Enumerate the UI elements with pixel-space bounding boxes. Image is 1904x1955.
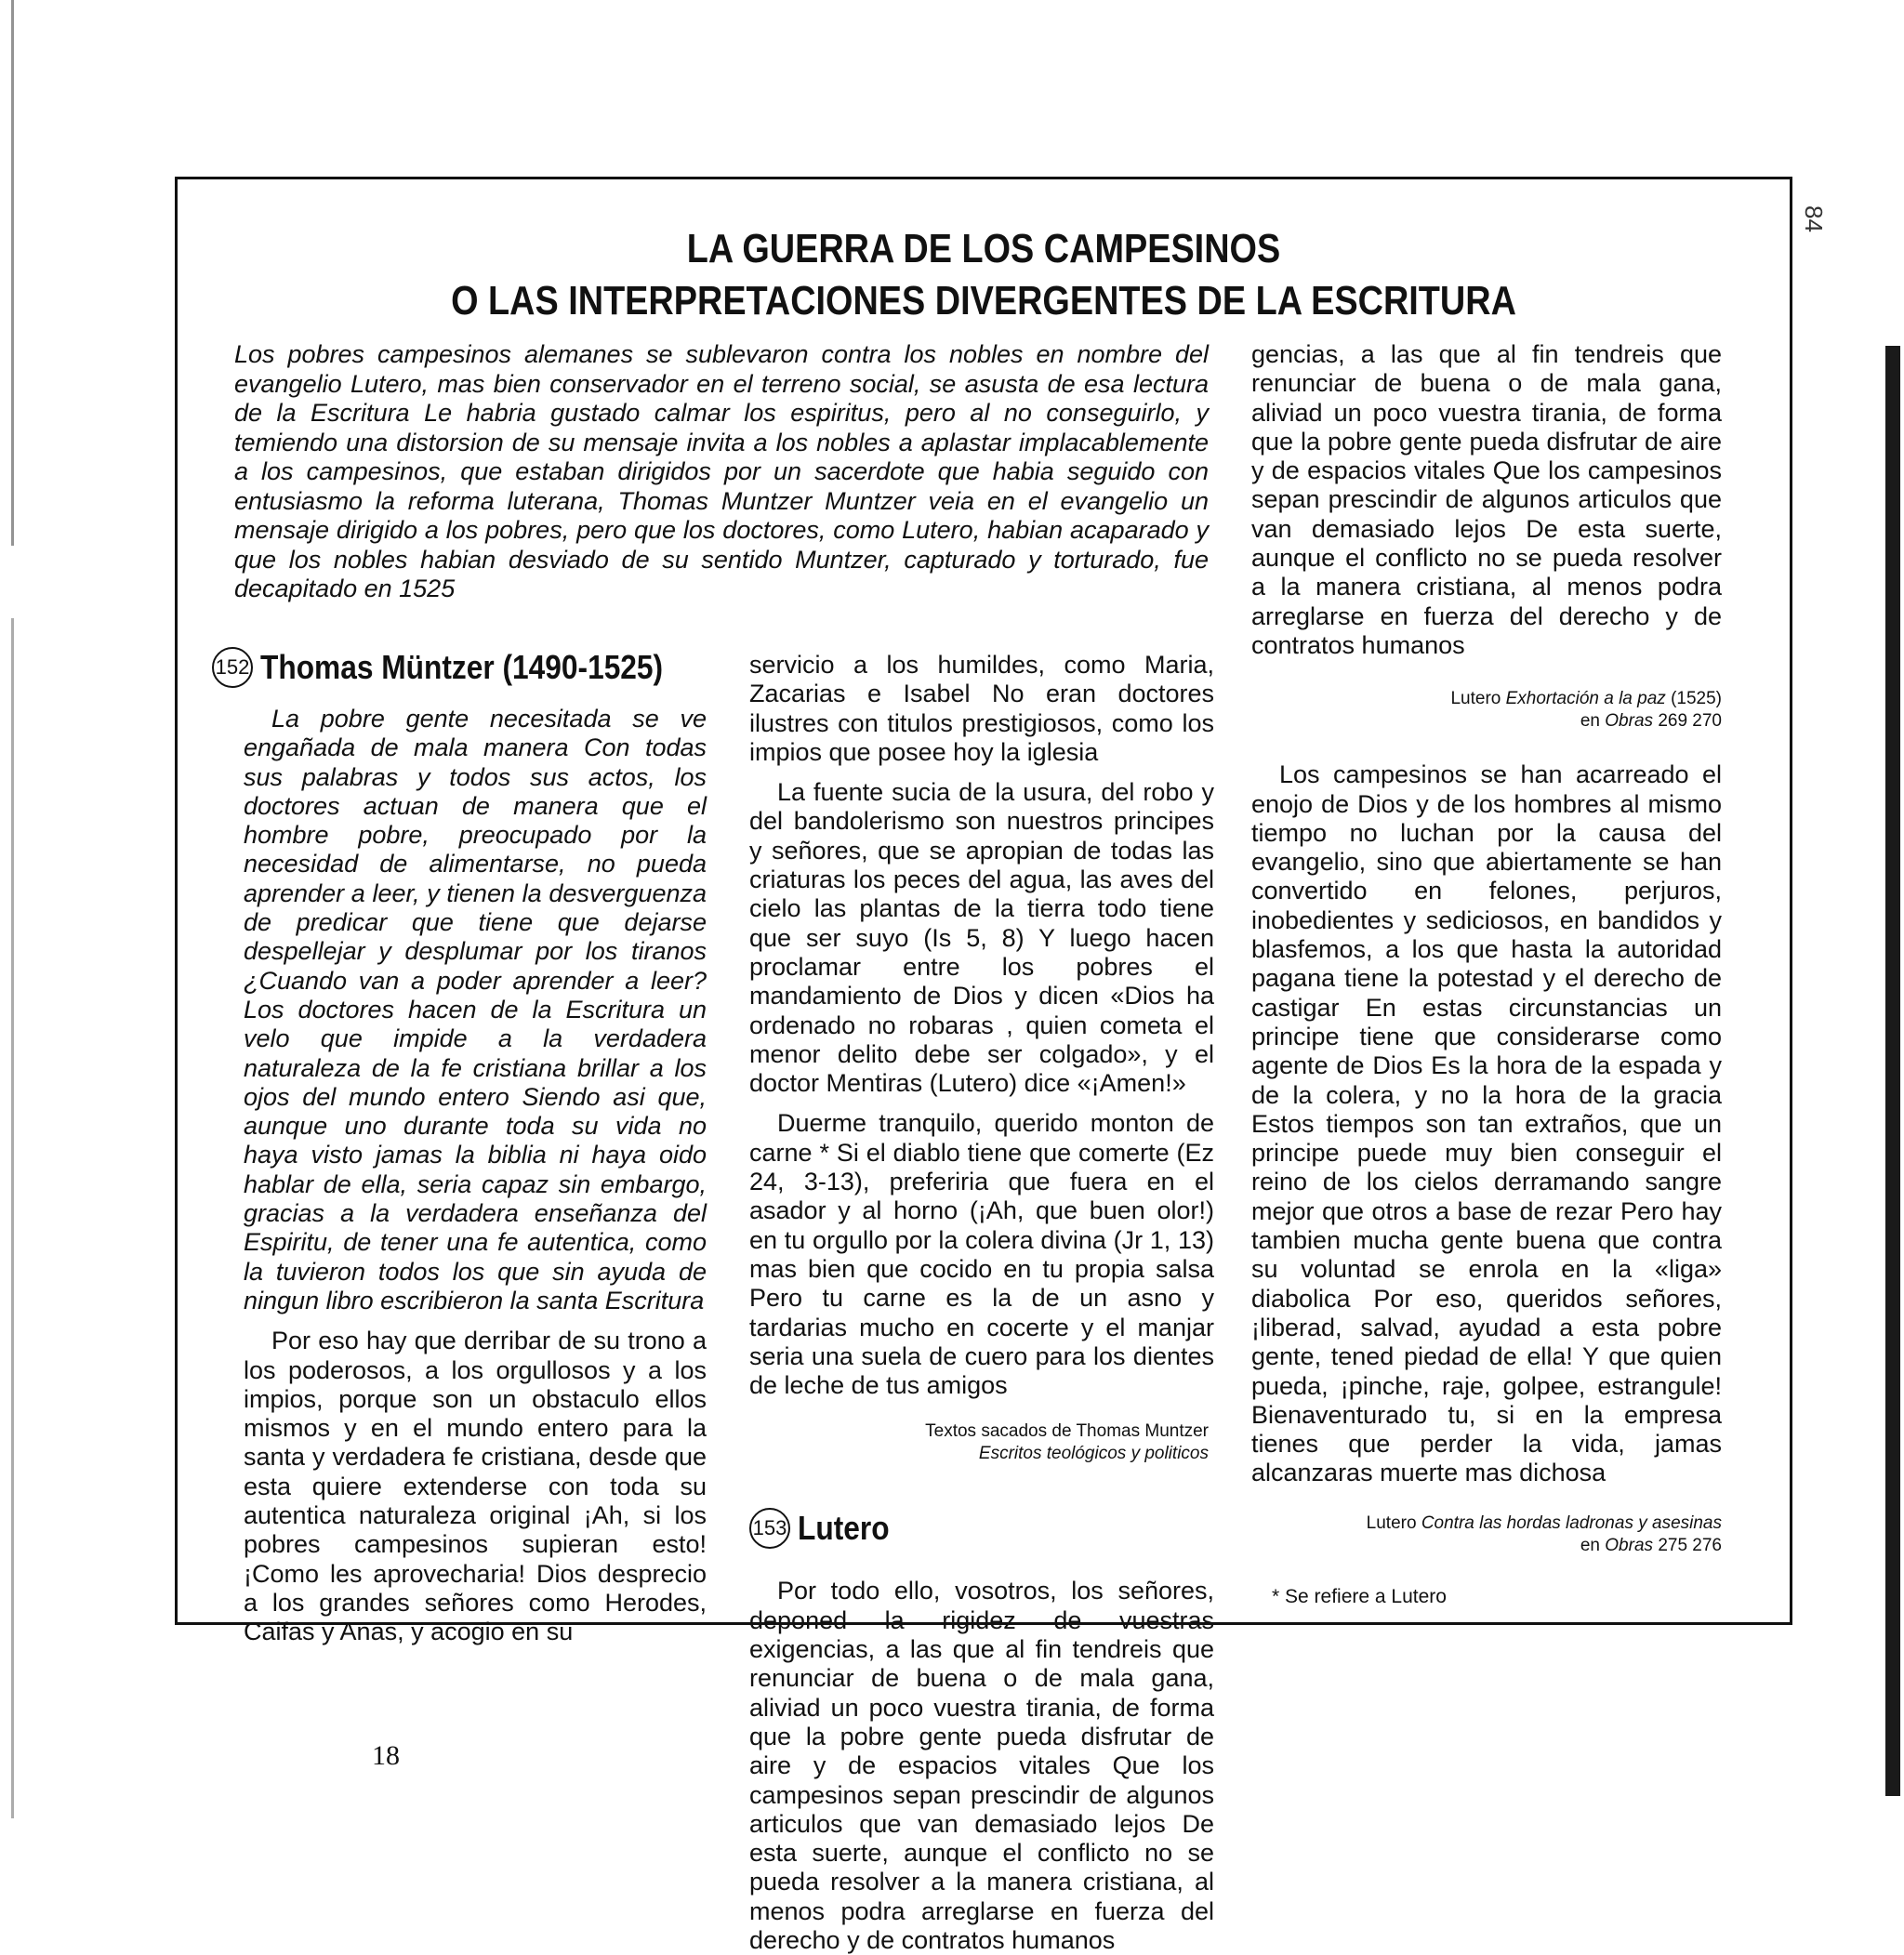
section-153-heading [749,1508,1214,1549]
scan-page-edge [1885,346,1900,1796]
section-152-title: Thomas Müntzer (1490-1525) [260,648,664,686]
section-153-source-1 [1251,688,1722,733]
column-3 [1251,340,1722,1609]
paragraph: servicio a los humildes, como Maria, Zacarias e Isabel No eran doctores ilustres con titulos prestigiosos, como los impios que posee hoy la iglesia [749,651,1214,766]
source-line-1: Textos sacados de Thomas Muntzer [925,1421,1209,1442]
page-number: 18 [372,1740,400,1771]
paragraph: Por eso hay que derribar de su trono a los poderosos, a los orgullosos y a los impios, porque son un obstaculo ellos mismos y en el mundo entero para la santa y verdadera fe cristiana, desde que esta quiere extenderse con toda su autentica naturaleza original ¡Ah, si los pobres campesinos supieran esto! ¡Como les aprovecharia! Dios desprecio a los grandes señores como Herodes, Caifas y Anas, y acogio en su [244,1327,707,1646]
section-153-source-2 [1251,1512,1722,1557]
title-line-1: LA GUERRA DE LOS CAMPESINOS [686,226,1281,271]
page-title [288,223,1679,327]
paragraph-text: Por todo ello, vosotros, los señores, deponed la rigidez de vuestras exigencias, a las que al fin tendreis que renunciar de buena o de mala gana, aliviad un poco vuestra tirania, de forma que la pobre gente pueda disfrutar de aire y de espacios vitales Que los campesinos sepan prescindir de algunos articulos que van demasiado lejos De esta suerte, aunque el conflicto no se pueda resolver a la manera cristiana, al menos podra arreglarse en fuerza del derecho y de contratos humanos [749,1577,1214,1954]
paragraph-text: La pobre gente necesitada se ve engañada de mala manera Con todas sus palabras y todos sus actos, los doctores actuan de manera que el hombre pobre, preocupado por la necesidad de alimentarse, no pueda aprender a leer, y tienen la desverguenza de predicar que tiene que dejarse despellejar y desplumar por los tiranos ¿Cuando van a poder aprender a leer? Los doctores hacen de la Escritura un velo que impide a la verdadera naturaleza de la fe cristiana brillar a los ojos del mundo entero Siendo asi que, aunque uno durante toda su vida no haya visto jamas la biblia ni haya oido hablar de ella, seria capaz sin embargo, gracias a la verdadera enseñanza del Espiritu, de tener una fe autentica, como la tuvieron todos los que sin ayuda de ningun libro escribieron la santa Escritura [244,705,707,1314]
section-152-body-1 [212,705,707,1647]
source-2-book: Obras [1605,1535,1654,1555]
source-2-prefix: en [1580,1535,1600,1555]
paragraph [749,1577,1214,1955]
section-153-number: 153 [749,1508,790,1549]
column-1 [212,647,707,1647]
source-1-author: Lutero [1450,689,1501,709]
scan-margin-rule [11,0,14,1818]
source-2-author: Lutero [1366,1512,1417,1533]
section-153-title: Lutero [798,1509,890,1548]
source-2-line-2 [1251,1535,1722,1557]
source-1-year: (1525) [1671,689,1722,709]
column-2 [749,651,1214,1955]
source-2-work: Contra las hordas ladronas y asesinas [1421,1512,1722,1533]
source-1-prefix: en [1580,711,1600,732]
footnote: * Se refiere a Lutero [1272,1585,1447,1607]
margin-handwritten-mark: 84 [1799,205,1828,232]
paragraph: Duerme tranquilo, querido monton de carne * Si el diablo tiene que comerte (Ez 24, 3-13), preferiria que fuera en el asador y al horno (¡Ah, que buen olor!) en tu orgullo por la colera divina (Jr 1, 13) mas bien que cocido en tu propia salsa Pero tu carne es la de un asno y tardarias mucho en cocerte y el manjar seria una suela de cuero para los dientes de leche de tus amigos [749,1109,1214,1400]
paragraph [244,705,707,1315]
source-1-line-1 [1251,688,1722,710]
section-152-source [749,1420,1214,1465]
source-1-line-2 [1251,710,1722,733]
source-1-pages: 269 270 [1658,711,1722,732]
source-1-work: Exhortación a la paz [1505,689,1666,709]
paragraph: gencias, a las que al fin tendreis que renunciar de buena o de mala gana, aliviad un poco vuestra tirania, de forma que la pobre gente pueda disfrutar de aire y de espacios vitales Que los campesinos sepan prescindir de algunos articulos que van demasiado lejos De esta suerte, aunque el conflicto no se pueda resolver a la manera cristiana, al menos podra arreglarse en fuerza del derecho y de contratos humanos [1251,340,1722,659]
paragraph: La fuente sucia de la usura, del robo y del bandolerismo son nuestros principes y señores, que se apropian de todas las criaturas los peces del agua, las aves del cielo las plantas de la tierra todo tiene que ser suyo (Is 5, 8) Y luego hacen proclamar entre los pobres el mandamiento de Dios y dicen «Dios ha ordenado no robaras , quien cometa el menor delito debe ser colgado», y el doctor Mentiras (Lutero) dice «¡Amen!» [749,778,1214,1098]
section-152-number: 152 [212,647,253,688]
source-2-pages: 275 276 [1658,1535,1722,1555]
intro-paragraph: Los pobres campesinos alemanes se sublevaron contra los nobles en nombre del evangelio Lutero, mas bien conservador en el terreno social, se asusta de esa lectura de la Escritura Le habria gustado calmar los espiritus, pero al no conseguirlo, y temiendo una distorsion de su mensaje invita a los nobles a aplastar implacablemente a los campesinos, que estaban dirigidos por un sacerdote que habia seguido con entusiasmo la reforma luterana, Thomas Muntzer Muntzer veia en el evangelio un mensaje dirigido a los pobres, pero que los doctores, como Lutero, habian acaparado y que los nobles habian desviado de su sentido Muntzer, capturado y torturado, fue decapitado en 1525 [234,340,1209,602]
source-line-2: Escritos teológicos y politicos [978,1444,1209,1464]
title-line-2: O LAS INTERPRETACIONES DIVERGENTES DE LA ESCRITURA [451,278,1516,324]
source-2-line-1 [1251,1512,1722,1535]
paragraph: Los campesinos se han acarreado el enojo de Dios y de los hombres al mismo tiempo no luchan por la causa del evangelio, sino que abiertamente se han convertido en felones, perjuros, inobedientes y sediciosos, en bandidos y blasfemos, a los que hasta la autoridad pagana tiene la potestad y el derecho de castigar En estas circunstancias un principe tiene que considerarse como agente de Dios Es la hora de la espada y de la colera, y no la hora de la gracia Estos tiempos son tan extraños, que un principe puede muy bien conseguir el reino de los cielos derramando sangre mejor que otros a base de rezar Pero hay tambien mucha gente buena que contra su voluntad se enrola en la «liga» diabolica Por eso, queridos señores, ¡liberad, salvad, ayudad a esta pobre gente, tened piedad de ella! Y que quien pueda, ¡pinche, raje, golpee, estrangule! Bienaventurado tu, si en la empresa tienes que perder la vida, jamas alcanzaras muerte mas dichosa [1251,760,1722,1487]
section-152-heading [212,647,707,688]
source-1-book: Obras [1605,711,1654,732]
